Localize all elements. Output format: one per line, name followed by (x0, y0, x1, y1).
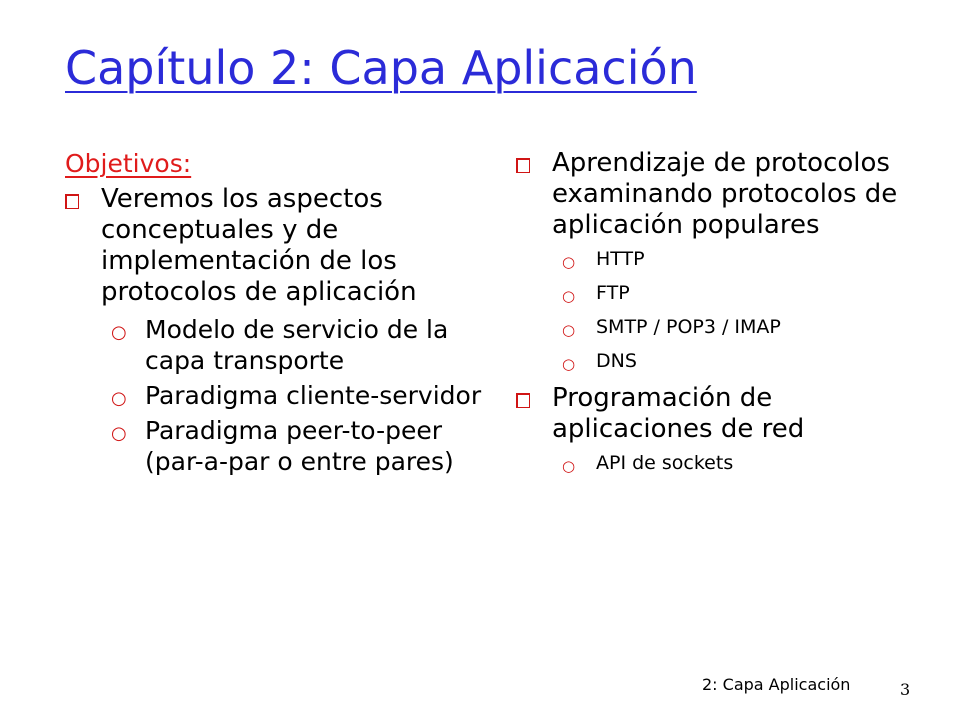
circle-bullet-icon: ○ (562, 457, 576, 475)
sub-list-item (516, 349, 936, 373)
list-item (516, 148, 936, 241)
right-column (516, 148, 936, 485)
sub-list-item-text: Modelo de servicio de la capa transporte (145, 315, 449, 375)
list-item-text: Programación de aplicaciones de red (552, 383, 805, 444)
circle-bullet-icon: ○ (562, 253, 576, 271)
list-item-text: Veremos los aspectos conceptuales y de implementación de los protocolos de aplicación (101, 184, 417, 307)
sub-list-item-text: SMTP / POP3 / IMAP (596, 316, 781, 338)
sub-list-item (65, 314, 485, 376)
circle-bullet-icon: ○ (111, 423, 127, 444)
sub-list-item-text: Paradigma cliente-servidor (145, 381, 482, 410)
left-column (65, 148, 485, 481)
square-bullet-icon (516, 393, 530, 408)
circle-bullet-icon: ○ (111, 322, 127, 343)
sub-list-item-text: Paradigma peer-to-peer (par-a-par o entre pares) (145, 416, 454, 476)
sub-list-item (516, 247, 936, 271)
circle-bullet-icon: ○ (562, 321, 576, 339)
objectives-heading: Objetivos: (65, 149, 192, 178)
sub-list-item (516, 281, 936, 305)
page-number: 3 (900, 680, 911, 699)
list-item (65, 184, 485, 308)
sub-list-item-text: FTP (596, 282, 630, 304)
slide-footer: 2: Capa Aplicación (702, 675, 851, 694)
list-item-text: Aprendizaje de protocolos examinando protocolos de aplicación populares (552, 148, 898, 240)
circle-bullet-icon: ○ (562, 355, 576, 373)
square-bullet-icon (65, 194, 79, 209)
sub-list-item-text: API de sockets (596, 452, 734, 474)
sub-list-item (65, 380, 485, 411)
sub-list-item-text: HTTP (596, 248, 645, 270)
list-item (516, 383, 936, 445)
circle-bullet-icon: ○ (111, 388, 127, 409)
square-bullet-icon (516, 158, 530, 173)
sub-list-item (516, 451, 936, 475)
sub-list-item (516, 315, 936, 339)
sub-list-item-text: DNS (596, 350, 637, 372)
slide-title: Capítulo 2: Capa Aplicación (65, 41, 697, 95)
circle-bullet-icon: ○ (562, 287, 576, 305)
sub-list-item (65, 415, 485, 477)
